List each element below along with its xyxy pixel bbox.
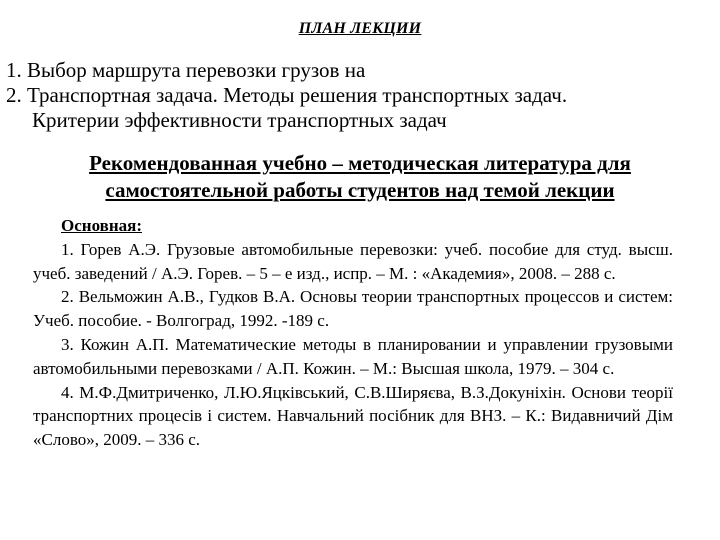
plan-item-2 bbox=[6, 83, 716, 133]
literature-entry-3: 3. Кожин А.П. Математические методы в планировании и управлении грузовыми автомобильными перевозками / А.П. Кожин. – М.: Высшая школа, 1979. – 304 с. bbox=[33, 334, 673, 378]
plan-item-text: 2. Транспортная задача. Методы решения транспортных задач. bbox=[6, 83, 568, 107]
literature-heading bbox=[0, 150, 720, 204]
literature-entry-2: 2. Вельможин А.В., Гудков В.А. Основы теории транспортных процессов и систем: Учеб. пособие. - Волгоград, 1992. -189 с. bbox=[33, 287, 673, 331]
literature-heading-line-1: Рекомендованная учебно – методическая литература для bbox=[89, 151, 631, 175]
literature-heading-line-2: самостоятельной работы студентов над темой лекции bbox=[105, 178, 615, 202]
literature-entry-1: 1. Горев А.Э. Грузовые автомобильные перевозки: учеб. пособие для студ. высш. учеб. заведений / А.Э. Горев. – 5 – е изд., испр. – М. : «Академия», 2008. – 288 с. bbox=[33, 239, 673, 283]
plan-item-1 bbox=[6, 58, 716, 83]
literature-entry-4: 4. М.Ф.Дмитриченко, Л.Ю.Яцківський, С.В.Ширяєва, В.З.Докуніхін. Основи теорії транспортних процесів і систем. Навчальний посібник для ВНЗ. – К.: Видавничий Дім «Слово», 2009. – 336 с. bbox=[33, 382, 673, 450]
plan-item-text-continued: Критерии эффективности транспортных задач bbox=[32, 108, 447, 132]
literature-section-label bbox=[33, 214, 673, 238]
basic-literature-label: Основная: bbox=[61, 216, 142, 235]
plan-item-text: 1. Выбор маршрута перевозки грузов на bbox=[6, 58, 366, 82]
literature-list bbox=[33, 214, 673, 452]
page-title: ПЛАН ЛЕКЦИИ bbox=[298, 20, 422, 37]
plan-list bbox=[6, 58, 716, 133]
